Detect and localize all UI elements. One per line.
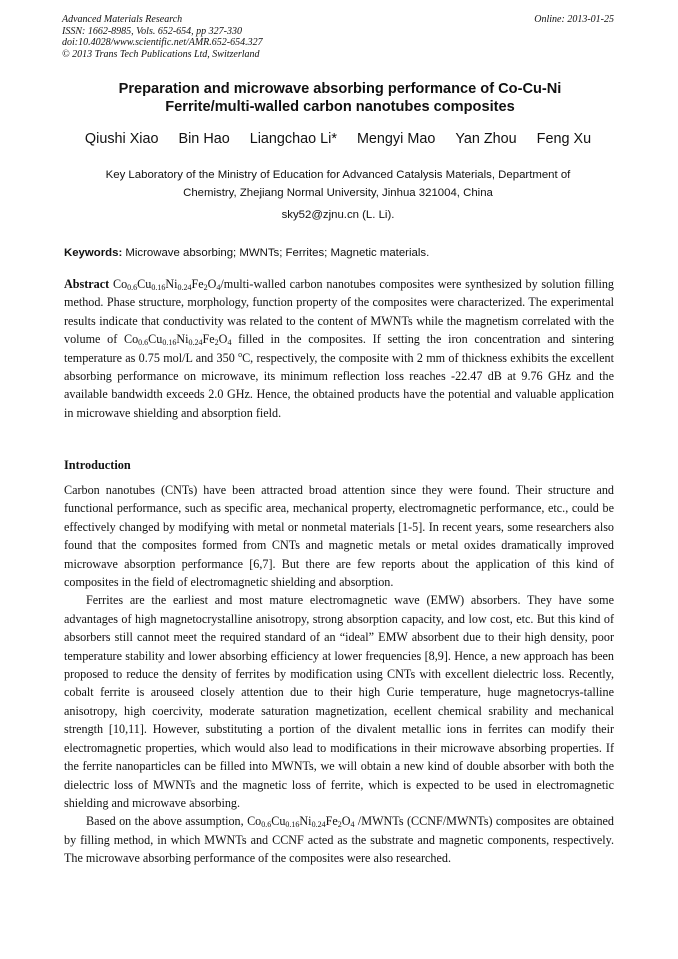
doi-line: doi:10.4028/www.scientific.net/AMR.652-654.327 xyxy=(62,37,263,48)
copyright-line: © 2013 Trans Tech Publications Ltd, Switzerland xyxy=(62,48,260,60)
author-list xyxy=(62,131,614,147)
keywords-text: Microwave absorbing; MWNTs; Ferrites; Magnetic materials. xyxy=(122,247,430,259)
degree-sign: o xyxy=(238,349,243,359)
abstract-text-1: /multi-walled carbon nanotubes composites were synthesized by solution filling method. Phase structure, morphology, function property of the composites were characterized. The experimental results indicate that conductivity was related to the content of MWNTs while the magnetism correlated with the volume of xyxy=(64,277,615,347)
affiliation-line-1: Key Laboratory of the Ministry of Education for Advanced Catalysis Materials, Department of xyxy=(105,169,571,181)
journal-name: Advanced Materials Research xyxy=(62,14,183,25)
issn-line: ISSN: 1662-8985, Vols. 652-654, pp 327-330 xyxy=(62,25,242,37)
affiliation-line-2: Chemistry, Zhejiang Normal University, Jinhua 321004, China xyxy=(183,187,493,199)
formula-ccnf: $Co_{0.6}Cu_{0.16}Ni_{0.24}Fe_2O_4$ xyxy=(247,814,355,830)
section-heading-introduction: Introduction xyxy=(64,458,131,472)
affiliation xyxy=(62,166,614,202)
online-date: Online: 2013-01-25 xyxy=(534,14,614,25)
abstract xyxy=(64,275,614,422)
formula-ccnf: $Co_{0.6}Cu_{0.16}Ni_{0.24}Fe_2O_4$ xyxy=(112,277,221,292)
formula-ccnf: $Co_{0.6}Cu_{0.16}Ni_{0.24}Fe_2O_4$ xyxy=(124,332,232,348)
intro-paragraph-1: Carbon nanotubes (CNTs) have been attracted broad attention since they were found. Their structure and functional performance, such as specific area, mechanical property, electromagnetic performance, etc., could be effectively changed by modifying with metal or nonmetal materials [1-5]. In recent years, some researchers also found that the composites formed from CNTs and magnetic metals or metal oxides dramatically improved microwave absorption performance [6,7]. But there are few reports about the application of this kind of composites in the field of electromagnetic shielding and absorption. xyxy=(64,483,614,590)
abstract-text-2: filled in the composites. If setting the iron concentration and sintering temperature as 0.75 mol/L and 350 xyxy=(64,332,614,365)
title-line-1: Preparation and microwave absorbing performance of Co-Cu-Ni xyxy=(118,81,562,97)
author-name: Bin Hao xyxy=(178,131,230,147)
corresponding-email: sky52@zjnu.cn (L. Li). xyxy=(281,209,395,221)
intro-paragraph-3: Based on the above assumption, $Co_{0.6}Cu_{0.16}Ni_{0.24}Fe_2O_4$ /MWNTs (CCNF/MWNTs) composites are obtained by filling method, in which MWNTs and CCNF acted as the substrate and magnetic components, respectively. The microwave absorbing performance of the composites were also researched. xyxy=(64,814,615,866)
abstract-label: Abstract xyxy=(64,277,110,291)
author-name: Liangchao Li* xyxy=(249,131,337,147)
keywords xyxy=(64,247,429,259)
intro-paragraph-2: Ferrites are the earliest and most mature electromagnetic wave (EMW) absorbers. They have some advantages of high magnetocrystalline anisotropy, strong absorption capacity, and low cost, etc. But this kind of absorbers still cannot meet the required standard of an “ideal” EMW absorbent due to their high density, poor temperature stability and lower absorbing efficiency at lower frequencies [8,9]. Hence, a new approach has been proposed to reduce the density of ferrites by modification using CNTs with excellent dielectric loss. Recently, cobalt ferrite is arouseed closely attention due to their high Curie temperature, huge magnetocrys-talline anisotropy, high coercivity, moderate saturation magnetization, ecellent chemical srability and mechanical strength [10,11]. However, substituting a portion of the divalent metallic ions in ferrites can modify their electromagnetic properties, which would also lead to modifications in their microwave absorbing properties. If the ferrite nanoparticles can be filled into MWNTs, we will obtain a new kind of double absorber with both the dielectric loss of MWNTs and the magnetic loss of ferrite, which is expected to be used in electromagnetic shielding and microwave absorbing. xyxy=(64,593,614,810)
paper-title xyxy=(80,80,600,116)
keywords-label: Keywords: xyxy=(64,247,123,259)
author-name: Feng Xu xyxy=(536,131,592,147)
title-line-2: Ferrite/multi-walled carbon nanotubes composites xyxy=(165,99,515,115)
introduction-body xyxy=(64,481,614,868)
abstract-text-3: C, respectively, the composite with 2 mm of thickness exhibits the excellent absorbing performance on microwave, its minimum reflection loss reaches -22.47 dB at 9.76 GHz and the available bandwidth exceeds 2.0 GHz. Hence, the obtained products have the potential and valuable application in microwave shielding and absorption field. xyxy=(64,350,614,420)
author-name: Mengyi Mao xyxy=(356,131,436,147)
journal-header xyxy=(62,14,614,60)
author-name: Yan Zhou xyxy=(455,131,517,147)
author-name: Qiushi Xiao xyxy=(84,131,159,147)
